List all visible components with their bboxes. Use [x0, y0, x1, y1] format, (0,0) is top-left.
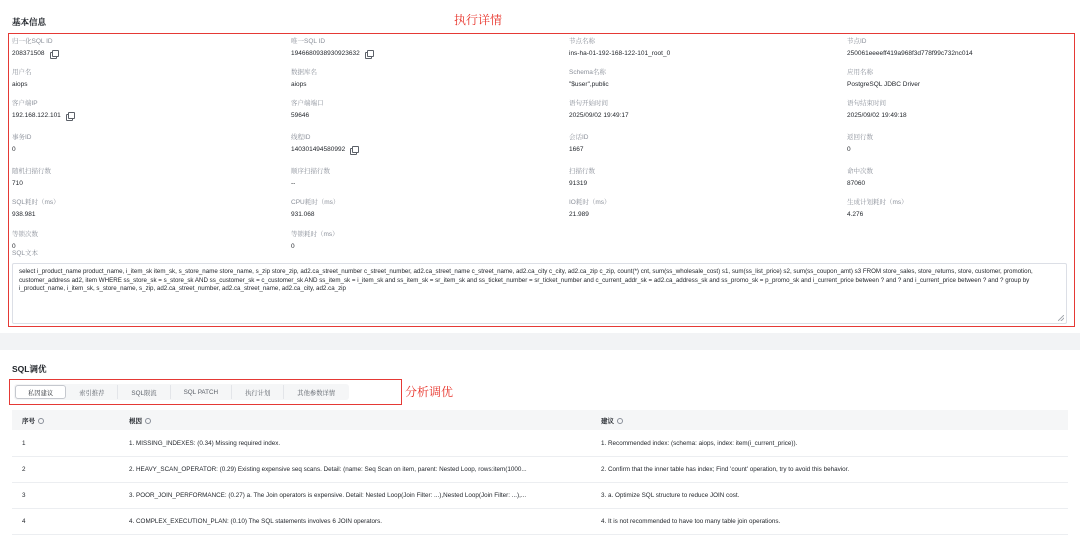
info-field	[291, 100, 551, 120]
field-value-wrap	[291, 179, 551, 188]
field-label: 节点名称	[569, 38, 595, 45]
cell-no: 1	[22, 440, 26, 447]
info-field	[12, 231, 272, 251]
field-label: 唯一SQL ID	[291, 38, 326, 45]
field-label: 扫描行数	[569, 168, 595, 175]
tab-0[interactable]: 私因建议	[15, 385, 66, 399]
info-field	[569, 134, 829, 154]
field-label: 语句开始时间	[569, 100, 608, 107]
cell-advice: 1. Recommended index: (schema: aiops, index: item(i_current_price)).	[601, 440, 798, 447]
field-value: 87060	[847, 180, 866, 187]
cell-cause: 3. POOR_JOIN_PERFORMANCE: (0.27) a. The Join operators is expensive. Detail: Nested Loop(Join Filter: ...),Nested Loop(Join Filter: ...),...	[129, 492, 527, 499]
field-label: 语句结束时间	[847, 100, 886, 107]
field-value-wrap	[12, 111, 272, 120]
cell-cause: 1. MISSING_INDEXES: (0.34) Missing required index.	[129, 440, 281, 447]
field-value: 710	[12, 180, 23, 187]
tab-3[interactable]: SQL PATCH	[171, 385, 233, 399]
sql-text-content: select i_product_name product_name, i_item_sk item_sk, s_store_name store_name, s_zip store_zip, ad2.ca_street_number c_street_number, ad2.ca_street_name c_street_name, ad2.ca_city c_city, ad2.ca_zip c_zip, count(*) cnt, sum(ss_wholesale_cost) s1, sum(ss_list_price) s2, sum(ss_coupon_amt) s3 FROM store_sales, store_returns, store, customer, promotion, customer_address ad2, item WHERE ss_store_sk = s_store_sk AND ss_customer_sk = c_customer_sk AND ss_item_sk = i_item_sk and ss_item_sk = sr_item_sk and ss_ticket_number = sr_ticket_number and c_current_addr_sk = ad2.ca_address_sk and ss_promo_sk = p_promo_sk and i_current_price between ? and ? and i_current_price between ? and ? group by i_product_name, i_item_sk, s_store_name, s_zip, ad2.ca_street_number, ad2.ca_street_name, ad2.ca_city, ad2.ca_zip	[19, 268, 1033, 293]
column-header-advice: 建议	[601, 416, 623, 425]
field-label: 客户端IP	[12, 100, 38, 107]
field-value-wrap	[12, 179, 272, 188]
field-value: 140301494580992	[291, 146, 346, 153]
field-value: 91319	[569, 180, 588, 187]
info-field	[291, 38, 551, 58]
field-value: 938.981	[12, 211, 36, 218]
info-field	[12, 100, 272, 120]
field-value: 0	[847, 146, 851, 153]
copy-icon[interactable]	[50, 50, 58, 58]
field-label: 应用名称	[847, 69, 873, 76]
field-value: 250061eeeeff419a968f3d778f99c732nc014	[847, 50, 973, 57]
field-value-wrap	[569, 210, 829, 219]
cell-advice: 4. It is not recommended to have too many table join operations.	[601, 518, 781, 525]
field-label: 线程ID	[291, 134, 311, 141]
table-row	[12, 509, 1068, 535]
info-field	[291, 168, 551, 188]
field-label: 顺序扫描行数	[291, 168, 330, 175]
info-field	[847, 134, 1080, 154]
column-filter-icon[interactable]	[617, 418, 623, 424]
field-value: aiops	[12, 81, 28, 88]
info-field	[847, 168, 1080, 188]
field-value: 21.989	[569, 211, 589, 218]
field-value-wrap	[847, 80, 1080, 89]
field-label: CPU耗时（ms）	[291, 199, 340, 206]
field-label: IO耗时（ms）	[569, 199, 611, 206]
resize-handle-icon[interactable]	[1058, 315, 1064, 321]
info-field	[847, 69, 1080, 89]
tab-2[interactable]: SQL限流	[118, 385, 170, 399]
field-value: 2025/09/02 19:49:17	[569, 112, 629, 119]
cell-no: 4	[22, 518, 26, 525]
field-value-wrap	[569, 80, 829, 89]
field-value: 192.168.122.101	[12, 112, 61, 119]
info-field	[291, 199, 551, 219]
field-value-wrap	[569, 179, 829, 188]
field-value: 2025/09/02 19:49:18	[847, 112, 907, 119]
sql-text-label-wrap	[12, 250, 272, 258]
field-value: 59646	[291, 112, 310, 119]
field-value: 0	[12, 146, 16, 153]
table-row	[12, 483, 1068, 509]
table-row	[12, 431, 1068, 457]
info-field	[569, 199, 829, 219]
field-value-wrap	[12, 80, 272, 89]
field-label: 会话ID	[569, 134, 589, 141]
cell-advice: 2. Confirm that the inner table has index; Find 'count' operation, try to avoid this behavior.	[601, 466, 850, 473]
info-field	[569, 69, 829, 89]
field-label: 命中次数	[847, 168, 873, 175]
sql-text-area[interactable]	[12, 263, 1067, 324]
field-value-wrap	[291, 145, 551, 154]
info-field	[291, 134, 551, 154]
field-label: 客户端端口	[291, 100, 324, 107]
field-value-wrap	[12, 210, 272, 219]
field-value-wrap	[12, 49, 272, 58]
analysis-tuning-annotation: 分析调优	[405, 385, 454, 399]
field-value-wrap	[847, 145, 1080, 154]
field-value-wrap	[291, 210, 551, 219]
table-row	[12, 457, 1068, 483]
info-field	[291, 69, 551, 89]
field-value: 1667	[569, 146, 584, 153]
field-value-wrap	[569, 49, 829, 58]
tab-1[interactable]: 索引推荐	[66, 385, 118, 399]
execution-details-annotation: 执行详情	[454, 13, 503, 27]
cell-cause: 4. COMPLEX_EXECUTION_PLAN: (0.10) The SQL statements involves 6 JOIN operators.	[129, 518, 383, 525]
field-label: 返回行数	[847, 134, 873, 141]
tuning-tabs	[14, 384, 349, 400]
info-field	[291, 231, 551, 251]
column-header-cause: 根因	[129, 416, 151, 425]
copy-icon[interactable]	[350, 146, 358, 154]
info-field	[847, 38, 1080, 58]
field-label: 随机扫描行数	[12, 168, 51, 175]
field-value: aiops	[291, 81, 307, 88]
info-field	[569, 100, 829, 120]
info-field	[847, 199, 1080, 219]
field-value-wrap	[291, 49, 551, 58]
field-value-wrap	[569, 145, 829, 154]
field-label: 节点ID	[847, 38, 867, 45]
field-value: 931.068	[291, 211, 315, 218]
field-value-wrap	[847, 179, 1080, 188]
field-label: 用户名	[12, 69, 32, 76]
field-label: 事务ID	[12, 134, 32, 141]
field-value-wrap	[291, 80, 551, 89]
table-header	[12, 410, 1068, 430]
cell-cause: 2. HEAVY_SCAN_OPERATOR: (0.29) Existing expensive seq scans. Detail: (name: Seq Scan on item, parent: Nested Loop, rows:item(1000...	[129, 466, 527, 473]
cell-advice: 3. a. Optimize SQL structure to reduce JOIN cost.	[601, 492, 740, 499]
field-label: Schema名称	[569, 69, 606, 76]
field-label: 生成计划耗时（ms）	[847, 199, 908, 206]
tab-5[interactable]: 其他参数详情	[297, 389, 336, 397]
field-value: ins-ha-01-192-168-122-101_root_0	[569, 50, 671, 57]
field-value: PostgreSQL JDBC Driver	[847, 81, 921, 88]
field-label: 数据库名	[291, 69, 317, 76]
sql-text-label: SQL文本	[12, 250, 39, 257]
info-field	[569, 38, 829, 58]
info-field	[12, 134, 272, 154]
field-value-wrap	[291, 111, 551, 120]
field-value: --	[291, 180, 296, 187]
info-field	[847, 100, 1080, 120]
copy-icon[interactable]	[66, 112, 74, 120]
info-field	[12, 38, 272, 58]
copy-icon[interactable]	[365, 50, 373, 58]
info-field	[12, 69, 272, 89]
field-value-wrap	[291, 242, 551, 251]
column-filter-icon[interactable]	[38, 418, 44, 424]
info-field	[12, 199, 272, 219]
field-value-wrap	[569, 111, 829, 120]
field-value-wrap	[847, 49, 1080, 58]
field-label: 归一化SQL ID	[12, 38, 53, 45]
field-value: 0	[291, 243, 295, 250]
field-value-wrap	[847, 210, 1080, 219]
cell-no: 3	[22, 492, 26, 499]
tab-4[interactable]: 执行计划	[232, 385, 284, 399]
info-field	[569, 168, 829, 188]
field-label: 等锁次数	[12, 231, 38, 238]
cell-no: 2	[22, 466, 26, 473]
info-field	[12, 168, 272, 188]
field-value: 1946680938930923632	[291, 50, 360, 57]
field-label: SQL耗时（ms）	[12, 199, 60, 206]
column-header-no: 序号	[22, 416, 44, 425]
field-value-wrap	[12, 145, 272, 154]
sql-tuning-title: SQL调优	[12, 364, 47, 374]
field-value-wrap	[847, 111, 1080, 120]
basic-info-title: 基本信息	[12, 17, 47, 27]
field-value: 208371508	[12, 50, 45, 57]
field-value: 0	[12, 243, 16, 250]
field-value: 4.276	[847, 211, 864, 218]
field-value: "$user",public	[569, 81, 609, 88]
column-filter-icon[interactable]	[145, 418, 151, 424]
field-label: 等锁耗时（ms）	[291, 231, 339, 238]
